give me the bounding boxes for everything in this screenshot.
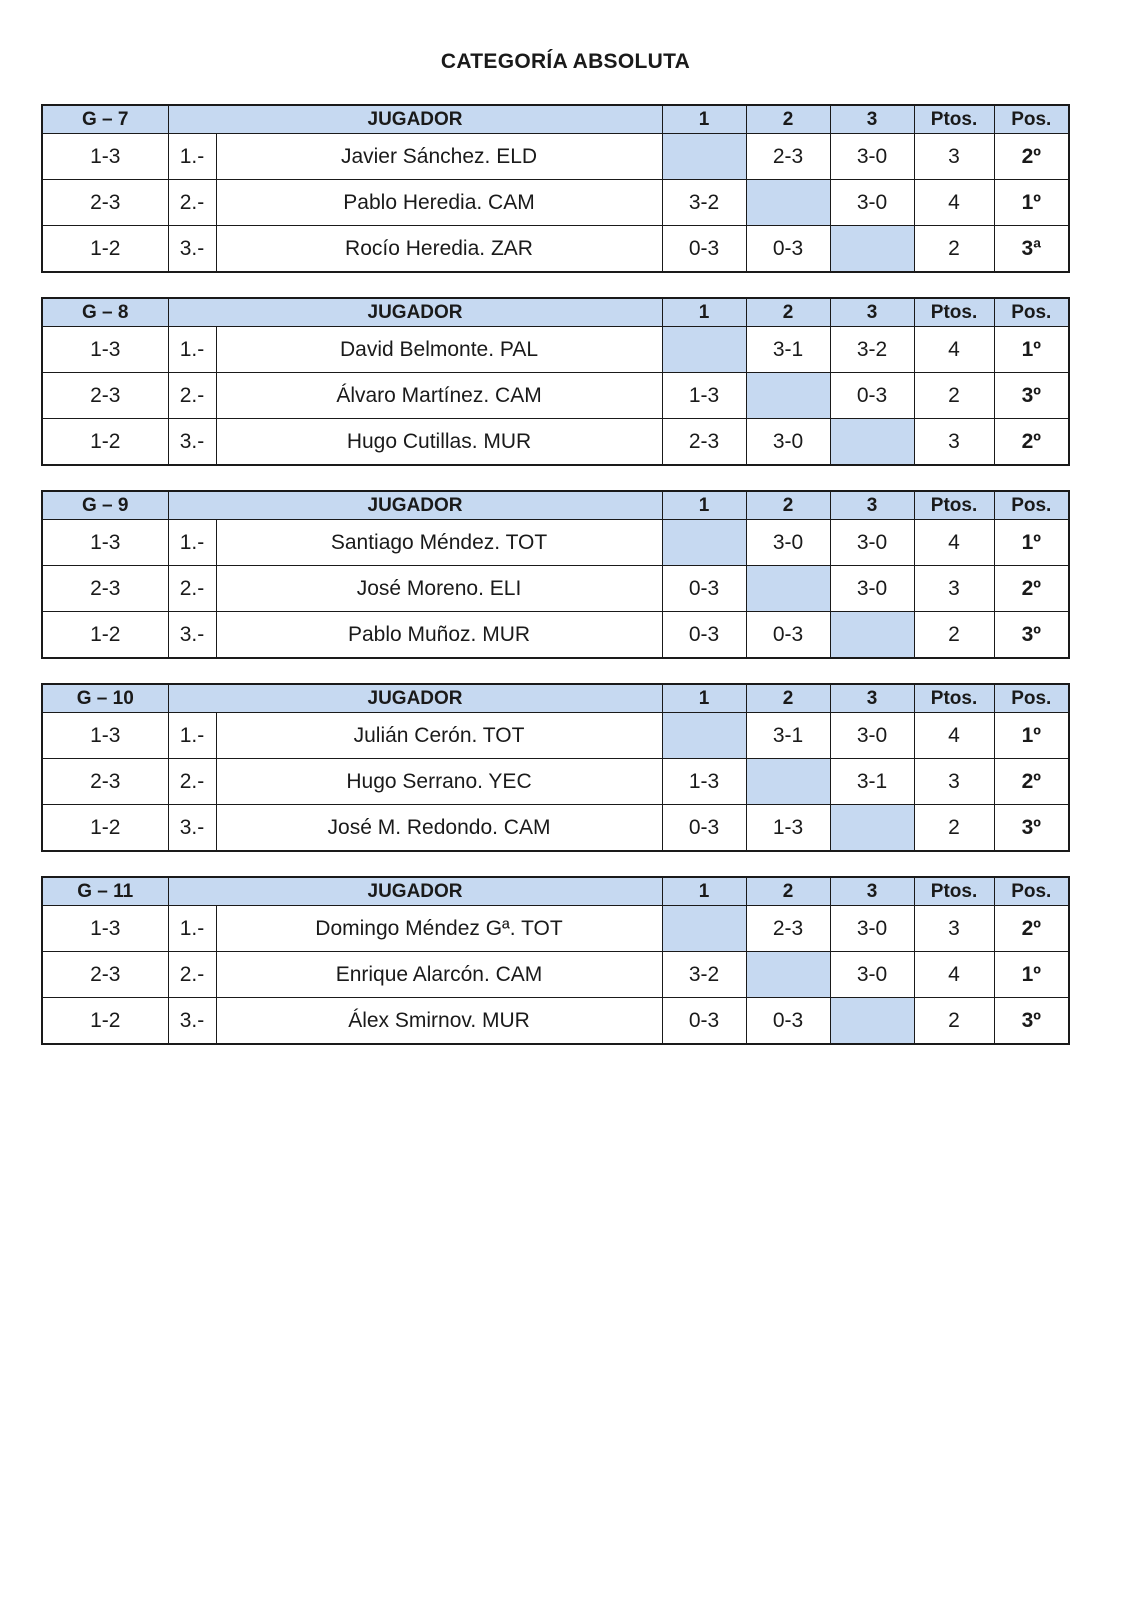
group-header-row	[42, 298, 1069, 327]
match-order: 1-3	[42, 327, 168, 373]
match-result: 2-3	[746, 134, 830, 180]
match-order: 2-3	[42, 759, 168, 805]
match-result: 3-0	[830, 906, 914, 952]
player-position: 1º	[994, 952, 1069, 998]
player-header: JUGADOR	[168, 877, 662, 906]
group-header-row	[42, 491, 1069, 520]
table-row	[42, 612, 1069, 659]
player-name: José M. Redondo. CAM	[216, 805, 662, 852]
col2-header: 2	[746, 684, 830, 713]
player-name: Santiago Méndez. TOT	[216, 520, 662, 566]
position-header: Pos.	[994, 684, 1069, 713]
player-position: 2º	[994, 906, 1069, 952]
player-seed: 2.-	[168, 373, 216, 419]
match-order: 2-3	[42, 373, 168, 419]
player-points: 3	[914, 906, 994, 952]
position-header: Pos.	[994, 105, 1069, 134]
player-name: Domingo Méndez Gª. TOT	[216, 906, 662, 952]
match-result: 3-0	[830, 180, 914, 226]
player-name: Álvaro Martínez. CAM	[216, 373, 662, 419]
col3-header: 3	[830, 877, 914, 906]
player-seed: 1.-	[168, 327, 216, 373]
group-table	[41, 490, 1070, 659]
position-header: Pos.	[994, 298, 1069, 327]
table-row	[42, 805, 1069, 852]
player-position: 2º	[994, 419, 1069, 466]
match-result: 0-3	[746, 226, 830, 273]
player-position: 3º	[994, 373, 1069, 419]
match-result: 3-0	[830, 952, 914, 998]
self-match-cell	[830, 998, 914, 1045]
match-order: 1-3	[42, 520, 168, 566]
match-order: 2-3	[42, 952, 168, 998]
player-position: 1º	[994, 327, 1069, 373]
player-points: 2	[914, 373, 994, 419]
player-position: 1º	[994, 180, 1069, 226]
player-position: 2º	[994, 759, 1069, 805]
group-name: G – 10	[42, 684, 168, 713]
player-position: 1º	[994, 713, 1069, 759]
player-name: David Belmonte. PAL	[216, 327, 662, 373]
player-name: Hugo Serrano. YEC	[216, 759, 662, 805]
col2-header: 2	[746, 105, 830, 134]
self-match-cell	[746, 373, 830, 419]
self-match-cell	[830, 226, 914, 273]
match-result: 3-0	[830, 134, 914, 180]
match-order: 1-3	[42, 713, 168, 759]
player-header: JUGADOR	[168, 298, 662, 327]
match-result: 3-0	[830, 566, 914, 612]
col3-header: 3	[830, 298, 914, 327]
player-name: Pablo Muñoz. MUR	[216, 612, 662, 659]
match-order: 1-2	[42, 805, 168, 852]
self-match-cell	[662, 713, 746, 759]
player-points: 2	[914, 226, 994, 273]
match-result: 0-3	[662, 998, 746, 1045]
col1-header: 1	[662, 684, 746, 713]
match-result: 0-3	[662, 805, 746, 852]
match-result: 0-3	[746, 998, 830, 1045]
player-seed: 1.-	[168, 713, 216, 759]
player-points: 2	[914, 805, 994, 852]
col3-header: 3	[830, 491, 914, 520]
match-result: 3-0	[830, 713, 914, 759]
player-seed: 2.-	[168, 759, 216, 805]
self-match-cell	[830, 419, 914, 466]
match-result: 3-1	[830, 759, 914, 805]
player-points: 2	[914, 998, 994, 1045]
match-result: 0-3	[662, 566, 746, 612]
match-result: 3-2	[830, 327, 914, 373]
player-name: Enrique Alarcón. CAM	[216, 952, 662, 998]
points-header: Ptos.	[914, 105, 994, 134]
player-seed: 3.-	[168, 805, 216, 852]
table-row	[42, 906, 1069, 952]
player-header: JUGADOR	[168, 684, 662, 713]
col1-header: 1	[662, 877, 746, 906]
self-match-cell	[662, 906, 746, 952]
player-seed: 2.-	[168, 952, 216, 998]
group-table	[41, 297, 1070, 466]
player-points: 4	[914, 180, 994, 226]
table-row	[42, 952, 1069, 998]
table-row	[42, 180, 1069, 226]
col2-header: 2	[746, 877, 830, 906]
match-result: 0-3	[746, 612, 830, 659]
match-result: 3-2	[662, 952, 746, 998]
match-order: 1-2	[42, 419, 168, 466]
table-row	[42, 226, 1069, 273]
match-result: 3-0	[746, 419, 830, 466]
group-table	[41, 876, 1070, 1045]
player-points: 3	[914, 566, 994, 612]
table-row	[42, 713, 1069, 759]
table-row	[42, 566, 1069, 612]
match-order: 2-3	[42, 180, 168, 226]
group-header-row	[42, 684, 1069, 713]
match-result: 0-3	[662, 226, 746, 273]
match-result: 3-0	[746, 520, 830, 566]
col2-header: 2	[746, 491, 830, 520]
match-result: 2-3	[746, 906, 830, 952]
match-result: 1-3	[662, 759, 746, 805]
player-seed: 1.-	[168, 906, 216, 952]
self-match-cell	[662, 327, 746, 373]
player-points: 4	[914, 520, 994, 566]
table-row	[42, 134, 1069, 180]
match-result: 1-3	[662, 373, 746, 419]
table-row	[42, 419, 1069, 466]
match-result: 1-3	[746, 805, 830, 852]
table-row	[42, 759, 1069, 805]
position-header: Pos.	[994, 877, 1069, 906]
self-match-cell	[746, 952, 830, 998]
player-seed: 3.-	[168, 226, 216, 273]
self-match-cell	[662, 520, 746, 566]
match-order: 1-2	[42, 612, 168, 659]
match-result: 3-1	[746, 713, 830, 759]
match-result: 3-1	[746, 327, 830, 373]
self-match-cell	[746, 759, 830, 805]
page-title: CATEGORÍA ABSOLUTA	[440, 50, 691, 73]
points-header: Ptos.	[914, 684, 994, 713]
match-order: 1-2	[42, 998, 168, 1045]
col3-header: 3	[830, 684, 914, 713]
match-order: 1-3	[42, 134, 168, 180]
player-position: 3ª	[994, 226, 1069, 273]
match-result: 0-3	[830, 373, 914, 419]
points-header: Ptos.	[914, 491, 994, 520]
player-name: Rocío Heredia. ZAR	[216, 226, 662, 273]
col1-header: 1	[662, 298, 746, 327]
group-header-row	[42, 877, 1069, 906]
player-seed: 2.-	[168, 566, 216, 612]
player-points: 4	[914, 952, 994, 998]
groups-container	[41, 104, 1070, 1069]
col2-header: 2	[746, 298, 830, 327]
player-name: Javier Sánchez. ELD	[216, 134, 662, 180]
table-row	[42, 998, 1069, 1045]
player-points: 3	[914, 419, 994, 466]
player-name: José Moreno. ELI	[216, 566, 662, 612]
player-seed: 2.-	[168, 180, 216, 226]
group-header-row	[42, 105, 1069, 134]
group-name: G – 9	[42, 491, 168, 520]
player-seed: 3.-	[168, 998, 216, 1045]
group-name: G – 11	[42, 877, 168, 906]
match-result: 0-3	[662, 612, 746, 659]
col3-header: 3	[830, 105, 914, 134]
match-result: 2-3	[662, 419, 746, 466]
player-position: 2º	[994, 566, 1069, 612]
table-row	[42, 520, 1069, 566]
player-seed: 1.-	[168, 134, 216, 180]
col1-header: 1	[662, 105, 746, 134]
player-position: 1º	[994, 520, 1069, 566]
group-name: G – 8	[42, 298, 168, 327]
player-points: 4	[914, 327, 994, 373]
player-seed: 3.-	[168, 419, 216, 466]
col1-header: 1	[662, 491, 746, 520]
player-name: Hugo Cutillas. MUR	[216, 419, 662, 466]
player-header: JUGADOR	[168, 491, 662, 520]
player-name: Julián Cerón. TOT	[216, 713, 662, 759]
player-points: 2	[914, 612, 994, 659]
self-match-cell	[746, 180, 830, 226]
points-header: Ptos.	[914, 877, 994, 906]
match-result: 3-0	[830, 520, 914, 566]
self-match-cell	[746, 566, 830, 612]
match-order: 2-3	[42, 566, 168, 612]
match-order: 1-3	[42, 906, 168, 952]
player-position: 2º	[994, 134, 1069, 180]
match-result: 3-2	[662, 180, 746, 226]
self-match-cell	[662, 134, 746, 180]
group-table	[41, 104, 1070, 273]
player-points: 3	[914, 134, 994, 180]
player-position: 3º	[994, 998, 1069, 1045]
group-name: G – 7	[42, 105, 168, 134]
self-match-cell	[830, 612, 914, 659]
player-points: 4	[914, 713, 994, 759]
player-seed: 3.-	[168, 612, 216, 659]
group-table	[41, 683, 1070, 852]
match-order: 1-2	[42, 226, 168, 273]
player-name: Pablo Heredia. CAM	[216, 180, 662, 226]
points-header: Ptos.	[914, 298, 994, 327]
table-row	[42, 327, 1069, 373]
player-header: JUGADOR	[168, 105, 662, 134]
position-header: Pos.	[994, 491, 1069, 520]
player-seed: 1.-	[168, 520, 216, 566]
player-position: 3º	[994, 805, 1069, 852]
player-position: 3º	[994, 612, 1069, 659]
self-match-cell	[830, 805, 914, 852]
table-row	[42, 373, 1069, 419]
player-points: 3	[914, 759, 994, 805]
player-name: Álex Smirnov. MUR	[216, 998, 662, 1045]
